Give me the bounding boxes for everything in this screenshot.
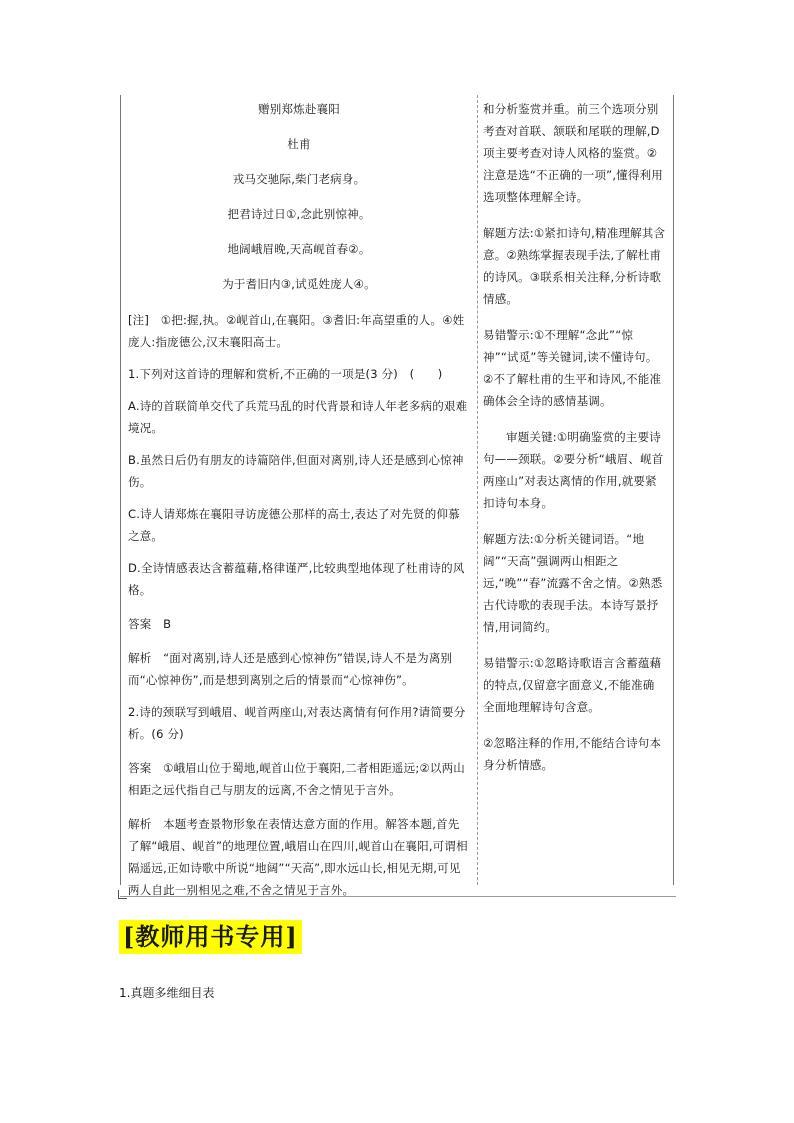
question-1: 1.下列对这首诗的理解和赏析,不正确的一项是(3 分) ( ): [128, 367, 443, 381]
error-warning-2: 易错警示:①忽略诗歌语言含蓄蕴藉的特点,仅留意字面意义,不能准确全面地理解诗句含意。: [483, 656, 662, 714]
table-right-border: [673, 95, 674, 885]
answer-2: 答案 ①峨眉山位于蜀地,岘首山位于襄阳,二者相距遥远;②以两山相距之远代指自己与朋友的远离,不舍之情见于言外。: [128, 761, 466, 797]
table-column-divider: [477, 95, 478, 885]
analysis-2: 解析 本题考查景物形象在表情达意方面的作用。解答本题,首先了解“峨眉、岘首”的地理位置,峨眉山在四川,岘首山在襄阳,可谓相隔遥远,正如诗歌中所说“地阔”“天高”,即水远山长,相见无期,可见两人自此一别相见之难,不舍之情见于言外。: [128, 817, 468, 897]
table-left-border: [120, 95, 121, 885]
poem-note: [注] ①把:握,执。②岘首山,在襄阳。③耆旧:年高望重的人。④姓庞人:指庞德公,汉末襄阳高士。: [128, 313, 465, 349]
option-c: C.诗人请郑炼在襄阳寻访庞德公那样的高士,表达了对先贤的仰慕之意。: [128, 507, 460, 543]
key-points-2: 审题关键:①明确鉴赏的主要诗句——颈联。②要分析“峨眉、岘首两座山”对表达离情的作用,就要紧扣诗句本身。: [483, 430, 664, 510]
poem-line: 把君诗过日①,念此别惊神。: [227, 207, 371, 221]
right-column: [483, 98, 666, 776]
error-warning-2b: ②忽略注释的作用,不能结合诗句本身分析情感。: [483, 736, 662, 772]
teacher-edition-banner: [教师用书专用]: [119, 920, 302, 954]
option-d: D.全诗情感表达含蓄蕴藉,格律谨严,比较典型地体现了杜甫诗的风格。: [128, 561, 465, 597]
analysis-note-continued: 和分析鉴赏并重。前三个选项分别考查对首联、颔联和尾联的理解,D项主要考查对诗人风格的鉴赏。②注意是选“不正确的一项”,懂得利用选项整体理解全诗。: [483, 102, 663, 204]
solving-method-1: 解题方法:①紧扣诗句,精准理解其含意。②熟练掌握表现手法,了解杜甫的诗风。③联系相关注释,分析诗歌情感。: [483, 226, 666, 306]
analysis-1: 解析 “面对离别,诗人还是感到心惊神伤”错误,诗人不是为离别而“心惊神伤”,而是想到离别之后的情景而“心惊神伤”。: [128, 651, 453, 687]
solving-method-2: 解题方法:①分析关键词语。“地阔”“天高”强调两山相距之远,“晚”“春”流露不舍之情。②熟悉古代诗歌的表现手法。本诗写景抒情,用词简约。: [483, 532, 663, 634]
left-column: [128, 98, 470, 901]
poem-line: 地阔峨眉晚,天高岘首春②。: [227, 242, 371, 256]
poem-line: 为于耆旧内③,试觅姓庞人④。: [222, 277, 376, 291]
poem-title: 赠别郑炼赴襄阳: [258, 102, 340, 116]
option-a: A.诗的首联简单交代了兵荒马乱的时代背景和诗人年老多病的艰难境况。: [128, 399, 468, 435]
answer-1: 答案 B: [128, 617, 172, 631]
error-warning-1: 易错警示:①不理解“念此”“惊神”“试觅”等关键词,读不懂诗句。②不了解杜甫的生平和诗风,不能准确体会全诗的感情基调。: [483, 328, 662, 408]
question-2: 2.诗的颈联写到峨眉、岘首两座山,对表达离情有何作用?请简要分析。(6 分): [128, 705, 466, 741]
section-heading: 1.真题多维细目表: [119, 986, 215, 1000]
option-b: B.虽然日后仍有朋友的诗篇陪伴,但面对离别,诗人还是感到心惊神伤。: [128, 453, 464, 489]
poem-author: 杜甫: [287, 137, 311, 151]
poem-line: 戎马交驰际,柴门老病身。: [232, 172, 366, 186]
table-corner-mark: [118, 890, 127, 899]
